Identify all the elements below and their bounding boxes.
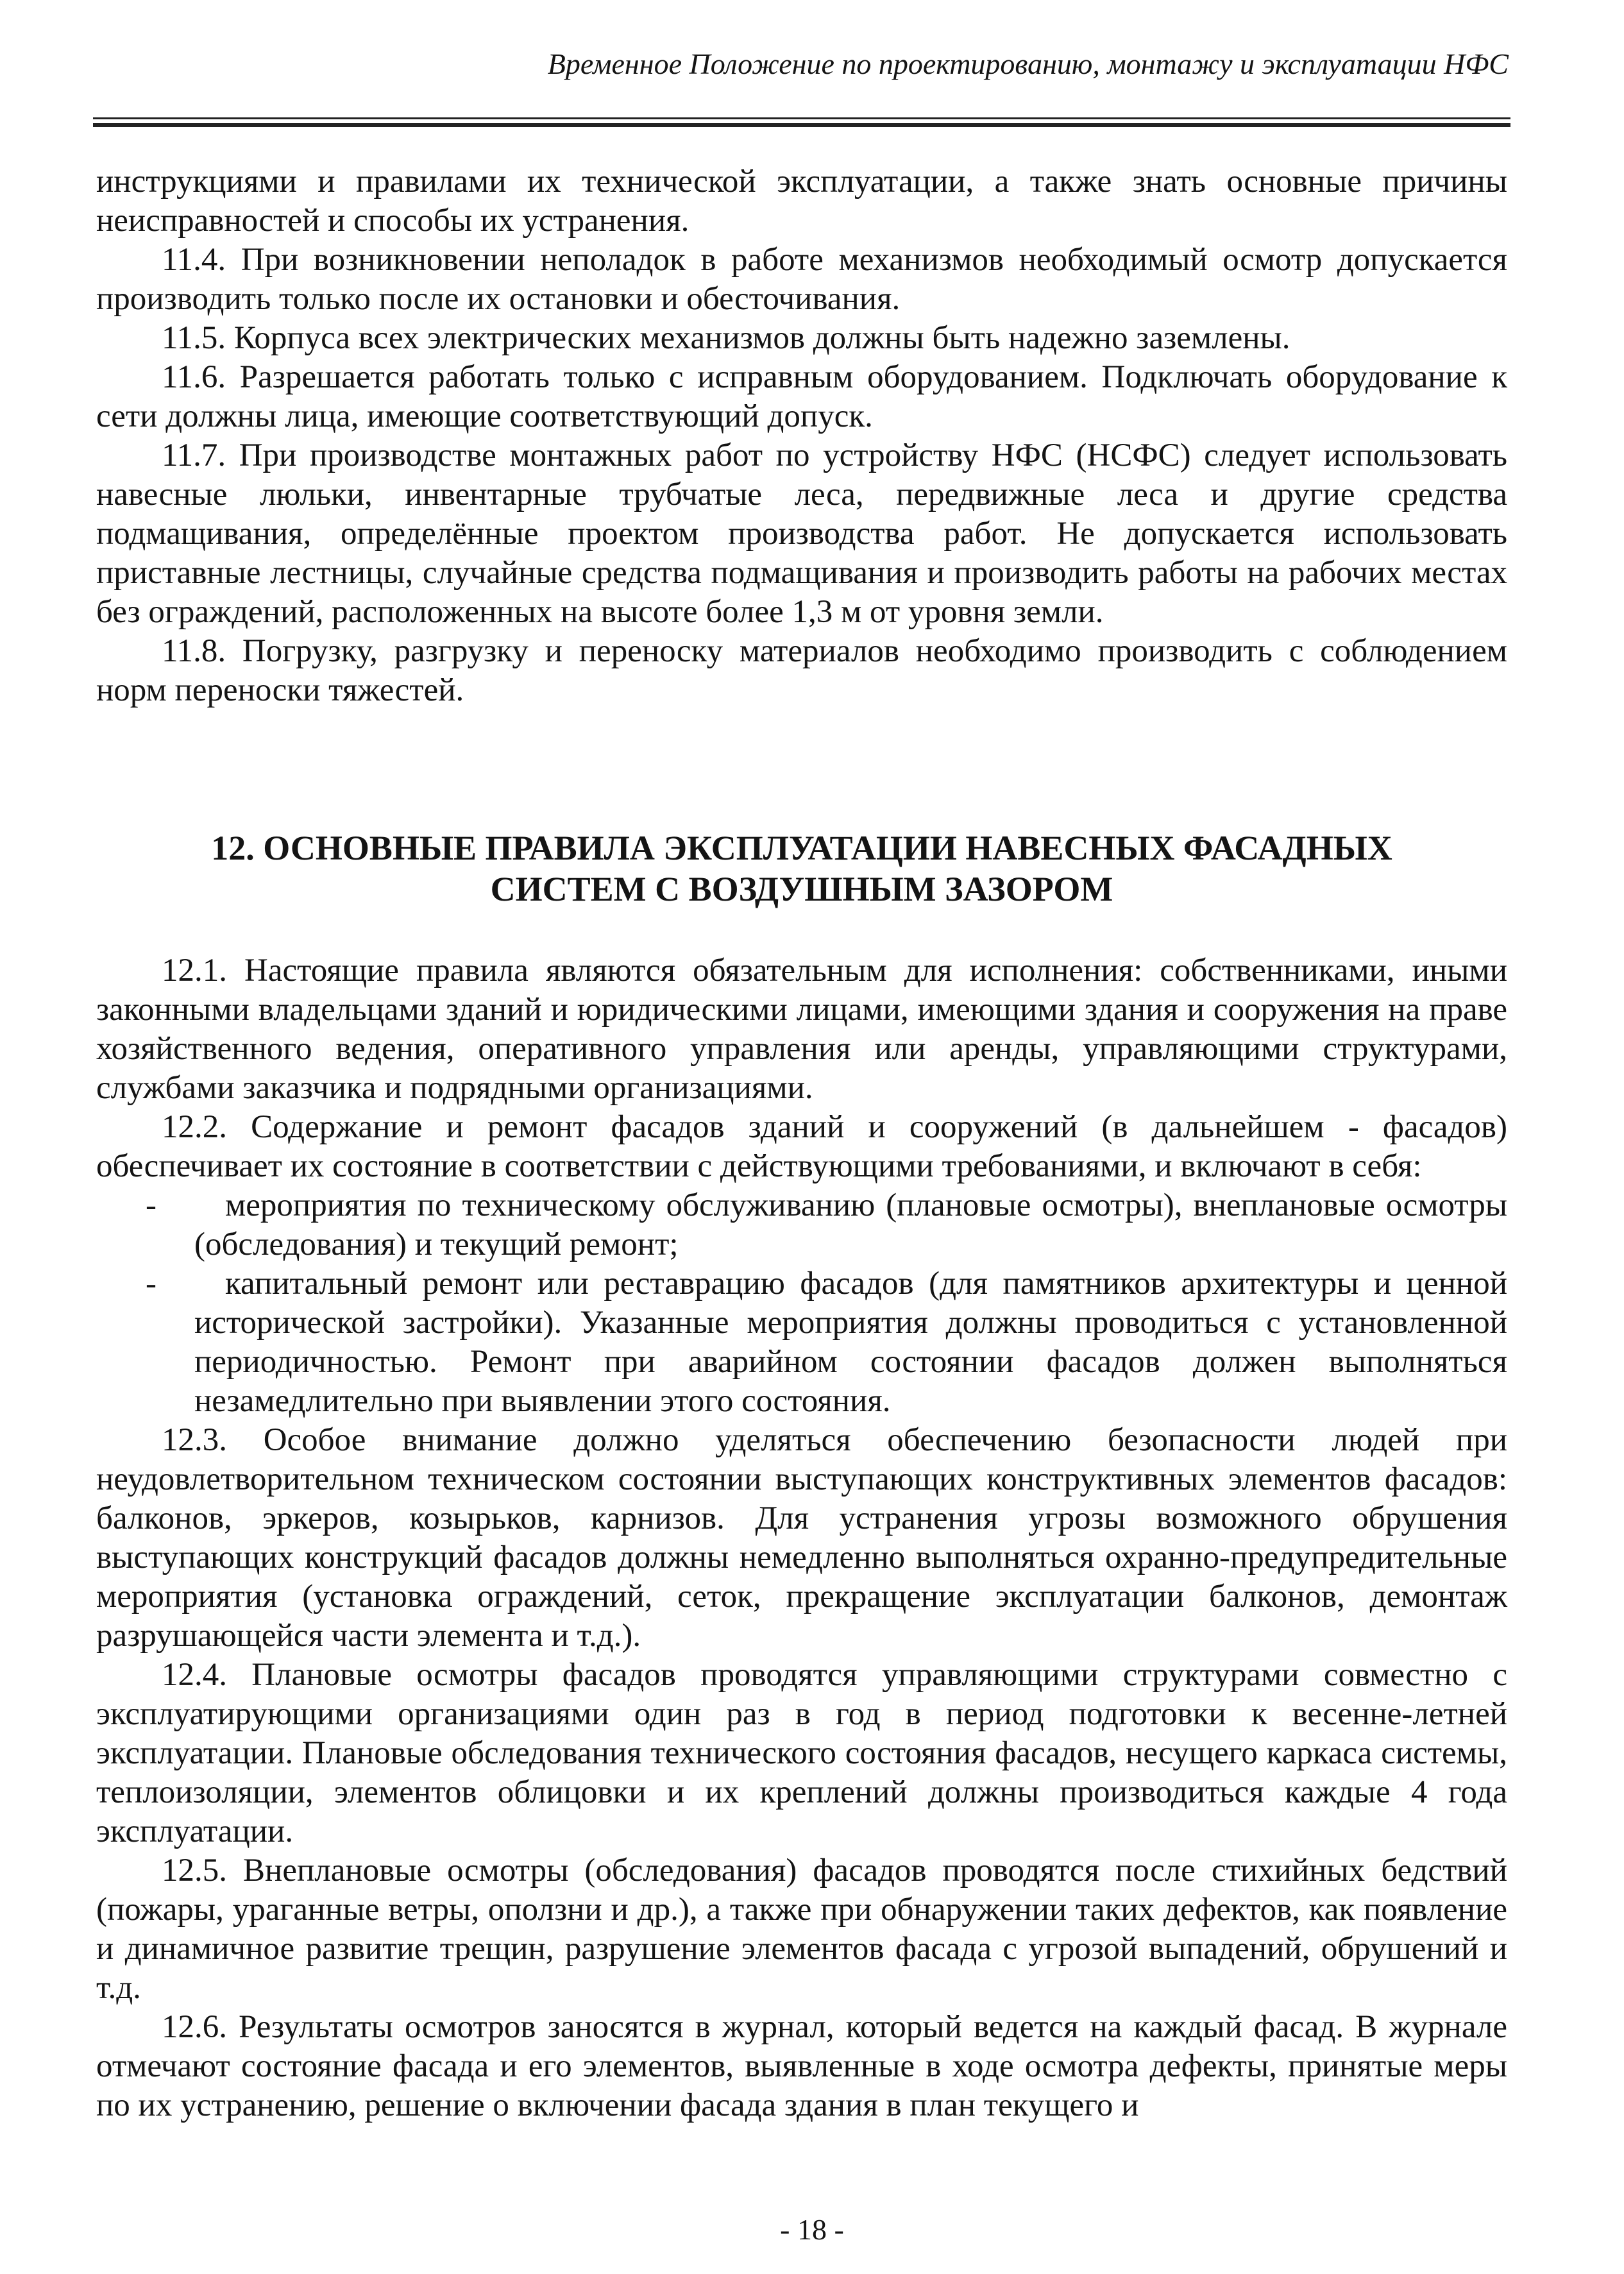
paragraph-11-8: 11.8. Погрузку, разгрузку и переноску материалов необходимо производить с соблюдением норм переноски тяжестей. xyxy=(96,633,1507,708)
paragraph-11-4: 11.4. При возникновении неполадок в работе механизмов необходимый осмотр допускается производить только после их остановки и обесточивания. xyxy=(96,242,1507,317)
bullet-item-capital-repair xyxy=(96,1264,1507,1421)
section-12-heading-line-2: СИСТЕМ С ВОЗДУШНЫМ ЗАЗОРОМ xyxy=(490,870,1113,908)
paragraph-11-7: 11.7. При производстве монтажных работ по устройству НФС (НСФС) следует использовать навесные люльки, инвентарные трубчатые леса, передвижные леса и другие средства подмащивания, определённые проектом производства работ. Не допускается использовать приставные лестницы, случайные средства подмащивания и производить работы на рабочих местах без ограждений, расположенных на высоте более 1,3 м от уровня земли. xyxy=(96,437,1507,630)
bullet-dash: - xyxy=(146,1266,156,1302)
section-11-continuation xyxy=(96,162,1507,710)
paragraph-11-3-tail: инструкциями и правилами их технической эксплуатации, а также знать основные причины неисправностей и способы их устранения. xyxy=(96,164,1507,239)
paragraph-12-4: 12.4. Плановые осмотры фасадов проводятся управляющими структурами совместно с эксплуатирующими организациями один раз в год в период подготовки к весенне-летней эксплуатации. Плановые обследования технического состояния фасадов, несущего каркаса системы, теплоизоляции, элементов облицовки и их креплений должны производиться каждые 4 года эксплуатации. xyxy=(96,1657,1507,1849)
paragraph-12-2: 12.2. Содержание и ремонт фасадов зданий и сооружений (в дальнейшем - фасадов) обеспечивает их состояние в соответствии с действующими требованиями, и включают в себя: xyxy=(96,1109,1507,1184)
section-12-body xyxy=(96,951,1507,2125)
section-12-heading xyxy=(96,827,1507,910)
header-rule-thin xyxy=(93,117,1510,119)
running-header: Временное Положение по проектированию, монтажу и эксплуатации НФС xyxy=(547,47,1509,80)
section-12-heading-line-1: 12. ОСНОВНЫЕ ПРАВИЛА ЭКСПЛУАТАЦИИ НАВЕСНЫХ ФАСАДНЫХ xyxy=(211,829,1392,867)
bullet-item-maintenance xyxy=(96,1186,1507,1264)
bullet-text: капитальный ремонт или реставрацию фасадов (для памятников архитектуры и ценной исторической застройки). Указанные мероприятия должны проводиться с установленной периодичностью. Ремонт при аварийном состоянии фасадов должен выполняться незамедлительно при выявлении этого состояния. xyxy=(194,1266,1507,1419)
paragraph-11-5: 11.5. Корпуса всех электрических механизмов должны быть надежно заземлены. xyxy=(162,320,1290,356)
paragraph-12-6: 12.6. Результаты осмотров заносятся в журнал, который ведется на каждый фасад. В журнале отмечают состояние фасада и его элементов, выявленные в ходе осмотра дефекты, принятые меры по их устранению, решение о включении фасада здания в план текущего и xyxy=(96,2009,1507,2123)
page-number: - 18 - xyxy=(780,2213,844,2246)
paragraph-11-6: 11.6. Разрешается работать только с исправным оборудованием. Подключать оборудование к сети должны лица, имеющие соответствующий допуск. xyxy=(96,359,1507,434)
paragraph-12-1: 12.1. Настоящие правила являются обязательным для исполнения: собственниками, иными законными владельцами зданий и юридическими лицами, имеющими здания и сооружения на праве хозяйственного ведения, оперативного управления или аренды, управляющими структурами, службами заказчика и подрядными организациями. xyxy=(96,953,1507,1106)
paragraph-12-5: 12.5. Внеплановые осмотры (обследования) фасадов проводятся после стихийных бедствий (пожары, ураганные ветры, оползни и др.), а также при обнаружении таких дефектов, как появление и динамичное развитие трещин, разрушение элементов фасада с угрозой выпадений, обрушений и т.д. xyxy=(96,1853,1507,2006)
bullet-dash: - xyxy=(146,1187,156,1223)
bullet-text: мероприятия по техническому обслуживанию (плановые осмотры), внеплановые осмотры (обследования) и текущий ремонт; xyxy=(194,1187,1507,1262)
paragraph-12-3: 12.3. Особое внимание должно уделяться обеспечению безопасности людей при неудовлетворительном техническом состоянии выступающих конструктивных элементов фасадов: балконов, эркеров, козырьков, карнизов. Для устранения угрозы возможного обрушения выступающих конструкций фасадов должны немедленно выполняться охранно-предупредительные мероприятия (установка ограждений, сеток, прекращение эксплуатации балконов, демонтаж разрушающейся части элемента и т.д.). xyxy=(96,1422,1507,1654)
header-rule-thick xyxy=(93,123,1510,127)
